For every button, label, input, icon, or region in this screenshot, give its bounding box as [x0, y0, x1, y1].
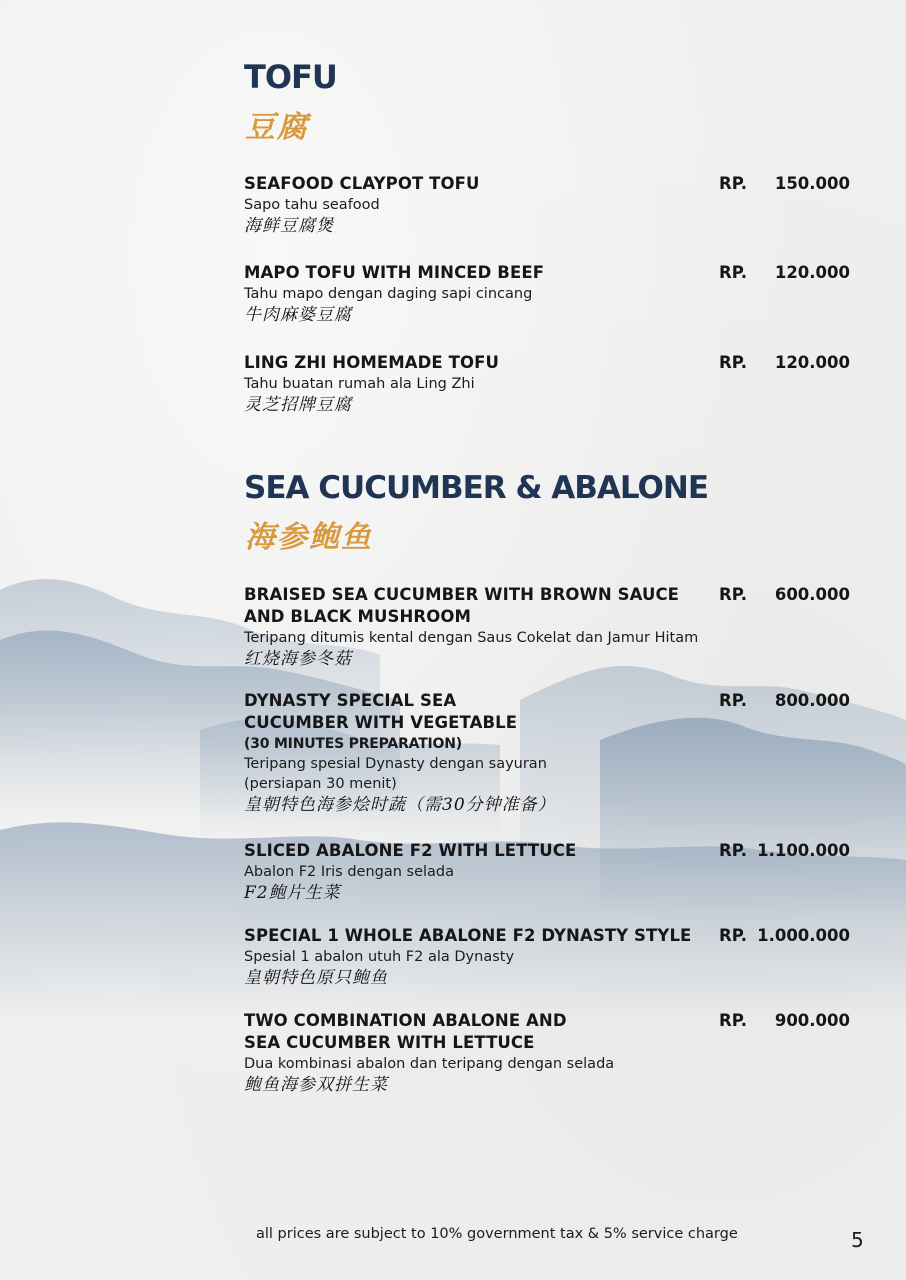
- item-description: Tahu buatan rumah ala Ling Zhi: [244, 376, 475, 392]
- section-title: TOFU: [244, 58, 337, 96]
- item-chinese-name: 海鲜豆腐煲: [244, 216, 334, 236]
- item-chinese-name: 灵芝招牌豆腐: [244, 395, 352, 415]
- item-price: 1.000.000: [757, 926, 850, 945]
- item-description: Teripang spesial Dynasty dengan sayuran (persiapan 30 menit): [244, 756, 547, 792]
- item-currency: RP.: [719, 353, 748, 372]
- item-name: DYNASTY SPECIAL SEA CUCUMBER WITH VEGETABLE: [244, 691, 518, 732]
- item-price: 900.000: [774, 1011, 850, 1030]
- item-price: 1.100.000: [757, 841, 850, 860]
- item-name: SLICED ABALONE F2 WITH LETTUCE: [244, 841, 577, 860]
- section-title-chinese: 豆腐: [245, 110, 309, 145]
- tax-service-note: all prices are subject to 10% government tax & 5% service charge: [256, 1226, 738, 1242]
- item-chinese-name: F2鲍片生菜: [244, 883, 341, 903]
- item-currency: RP.: [719, 174, 748, 193]
- item-chinese-name: 牛肉麻婆豆腐: [244, 305, 352, 325]
- item-price: 150.000: [774, 174, 850, 193]
- menu-item: [244, 352, 850, 417]
- item-price: 800.000: [774, 691, 850, 710]
- item-preparation-note: (30 MINUTES PREPARATION): [244, 736, 462, 752]
- item-name: TWO COMBINATION ABALONE AND SEA CUCUMBER WITH LETTUCE: [244, 1011, 567, 1052]
- page-number: 5: [851, 1228, 864, 1252]
- section-title: SEA CUCUMBER & ABALONE: [244, 470, 709, 506]
- menu-item: [244, 1010, 850, 1097]
- menu-item: [244, 584, 850, 671]
- menu-item: [244, 840, 850, 905]
- item-description: Teripang ditumis kental dengan Saus Cokelat dan Jamur Hitam: [244, 630, 699, 646]
- section-title-chinese: 海参鲍鱼: [245, 520, 373, 555]
- item-name: SEAFOOD CLAYPOT TOFU: [244, 174, 480, 193]
- item-currency: RP.: [719, 585, 748, 604]
- item-currency: RP.: [719, 841, 748, 860]
- item-currency: RP.: [719, 263, 748, 282]
- item-name: MAPO TOFU WITH MINCED BEEF: [244, 263, 545, 282]
- item-name: LING ZHI HOMEMADE TOFU: [244, 353, 499, 372]
- item-chinese-name: 鲍鱼海参双拼生菜: [244, 1075, 388, 1095]
- item-description: Sapo tahu seafood: [244, 197, 380, 213]
- item-price: 600.000: [774, 585, 850, 604]
- menu-item: [244, 262, 850, 327]
- item-description: Abalon F2 Iris dengan selada: [244, 864, 454, 880]
- item-price: 120.000: [774, 263, 850, 282]
- item-chinese-name: 皇朝特色海参烩时蔬（需30分钟准备）: [244, 795, 556, 815]
- item-price: 120.000: [774, 353, 850, 372]
- item-chinese-name: 皇朝特色原只鲍鱼: [244, 968, 388, 988]
- item-chinese-name: 红烧海参冬菇: [244, 649, 352, 669]
- item-currency: RP.: [719, 1011, 748, 1030]
- item-currency: RP.: [719, 691, 748, 710]
- item-description: Dua kombinasi abalon dan teripang dengan selada: [244, 1056, 615, 1072]
- item-description: Tahu mapo dengan daging sapi cincang: [244, 286, 533, 302]
- item-name: BRAISED SEA CUCUMBER WITH BROWN SAUCE AND BLACK MUSHROOM: [244, 585, 680, 626]
- menu-item: [244, 173, 850, 238]
- item-name: SPECIAL 1 WHOLE ABALONE F2 DYNASTY STYLE: [244, 926, 692, 945]
- item-currency: RP.: [719, 926, 748, 945]
- menu-item: [244, 925, 850, 990]
- item-description: Spesial 1 abalon utuh F2 ala Dynasty: [244, 949, 515, 965]
- menu-item: [244, 690, 850, 817]
